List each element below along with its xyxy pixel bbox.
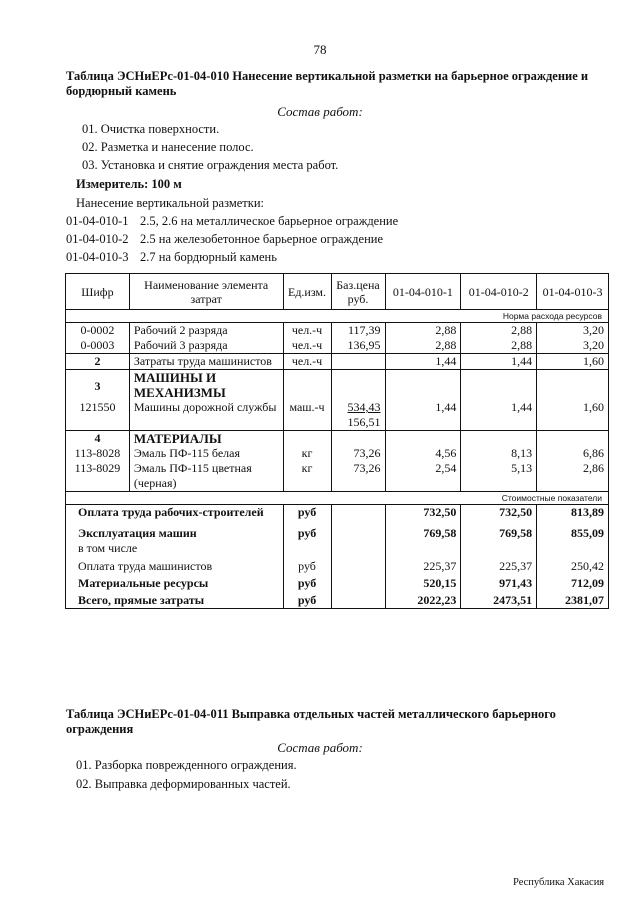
row-price-primary: 534,43 [347,400,381,414]
table2-title: Таблица ЭСНиЕРс-01-04-011 Выправка отдельных частей металлического барьерного ограждения [66,707,556,736]
cost-name: Всего, прямые затраты [66,591,284,609]
row-value-1: 1,44 [385,354,461,370]
cost-unit: руб [283,574,331,591]
row-value-1: 2,54 [385,461,461,492]
cost-value-3: 855,09 [537,520,609,541]
row-unit: чел.-ч [283,323,331,339]
section-code: 4 [66,431,130,447]
section-row [66,370,609,401]
cost-unit: руб [283,591,331,609]
cost-value-3: 2381,07 [537,591,609,609]
cost-name: Оплата труда рабочих-строителей [66,505,284,521]
row-unit: кг [283,461,331,492]
cost-value-2: 732,50 [461,505,537,521]
row-name: Рабочий 3 разряда [129,338,283,354]
row-value-2: 8,13 [461,446,537,461]
row-unit: кг [283,446,331,461]
table1-meter: Измеритель: 100 м [76,177,182,191]
cost-value-2: 769,58 [461,520,537,541]
table-row [66,446,609,461]
row-name: Рабочий 2 разряда [129,323,283,339]
cost-value-2: 225,37 [461,556,537,574]
table-row [66,323,609,339]
cost-row [66,520,609,541]
norm-label-row [66,310,609,323]
row-unit: чел.-ч [283,354,331,370]
row-code: 0-0003 [66,338,130,354]
cost-value-3: 712,09 [537,574,609,591]
cost-value-1: 520,15 [385,574,461,591]
table2-work-1: 01. Разборка поврежденного ограждения. [76,758,297,772]
row-price: 117,39 [331,323,385,339]
header-col-2: 01-04-010-2 [461,274,537,310]
header-name: Наименование элемента затрат [129,274,283,310]
item-code-3: 01-04-010-3 [66,250,129,264]
item-code-1: 01-04-010-1 [66,214,129,228]
row-code: 0-0002 [66,323,130,339]
row-name: Машины дорожной службы [129,400,283,431]
cost-value-3: 250,42 [537,556,609,574]
row-unit: маш.-ч [283,400,331,431]
table-header-row [66,274,609,310]
row-price: 73,26 [331,461,385,492]
cost-value-3: 813,89 [537,505,609,521]
table-row [66,354,609,370]
cost-value-2: 971,43 [461,574,537,591]
cost-row [66,591,609,609]
cost-value-1: 225,37 [385,556,461,574]
cost-unit: руб [283,505,331,521]
cost-name: Оплата труда машинистов [66,556,284,574]
page-number: 78 [313,42,327,57]
table-row [66,461,609,492]
cost-value-1: 769,58 [385,520,461,541]
table1-title: Таблица ЭСНиЕРс-01-04-010 Нанесение вертикальной разметки на барьерное ограждение и бордюрный камень [66,69,589,98]
table1-composition-heading: Состав работ: [277,104,363,119]
row-name: Эмаль ПФ-115 цветная (черная) [129,461,283,492]
row-price [331,400,385,431]
row-value-3: 1,60 [537,400,609,431]
row-name: Затраты труда машинистов [129,354,283,370]
cost-name: в том числе [66,541,284,556]
row-value-2: 1,44 [461,400,537,431]
footer-region: Республика Хакасия [513,877,605,888]
cost-name: Эксплуатация машин [66,520,284,541]
cost-name: Материальные ресурсы [66,574,284,591]
row-unit: чел.-ч [283,338,331,354]
row-value-3: 6,86 [537,446,609,461]
row-price: 136,95 [331,338,385,354]
cost-row [66,505,609,521]
table1-work-3: 03. Установка и снятие ограждения места работ. [82,158,339,172]
cost-row [66,556,609,574]
table2-composition-heading: Состав работ: [277,740,363,755]
cost-row [66,541,609,556]
table-row [66,338,609,354]
row-code: 121550 [66,400,130,431]
section-row [66,431,609,447]
row-value-1: 1,44 [385,400,461,431]
header-base-price: Баз.цена руб. [331,274,385,310]
header-code: Шифр [66,274,130,310]
row-value-2: 2,88 [461,323,537,339]
table1-intro: Нанесение вертикальной разметки: [76,196,264,210]
section-code: 3 [66,370,130,401]
row-price-secondary: 156,51 [347,415,381,429]
row-value-2: 2,88 [461,338,537,354]
table1-work-1: 01. Очистка поверхности. [82,122,220,136]
header-col-3: 01-04-010-3 [537,274,609,310]
cost-label-row [66,492,609,505]
cost-unit: руб [283,520,331,541]
cost-label: Стоимостные показатели [385,492,609,505]
section-title: МАШИНЫ И МЕХАНИЗМЫ [129,370,283,401]
row-value-3: 3,20 [537,323,609,339]
header-unit: Ед.изм. [283,274,331,310]
row-value-1: 4,56 [385,446,461,461]
row-price: 73,26 [331,446,385,461]
cost-value-2: 2473,51 [461,591,537,609]
row-value-3: 1,60 [537,354,609,370]
cost-value-1: 2022,23 [385,591,461,609]
row-value-1: 2,88 [385,323,461,339]
row-code: 113-8029 [66,461,130,492]
header-col-1: 01-04-010-1 [385,274,461,310]
item-desc-1: 2.5, 2.6 на металлическое барьерное ограждение [140,214,399,228]
cost-unit: руб [283,556,331,574]
table-row [66,400,609,431]
row-value-2: 5,13 [461,461,537,492]
item-desc-2: 2.5 на железобетонное барьерное ограждение [140,232,383,246]
item-code-2: 01-04-010-2 [66,232,129,246]
cost-value-1: 732,50 [385,505,461,521]
row-value-1: 2,88 [385,338,461,354]
row-value-2: 1,44 [461,354,537,370]
norm-label: Норма расхода ресурсов [385,310,609,323]
table2-work-2: 02. Выправка деформированных частей. [76,777,291,791]
section-title: МАТЕРИАЛЫ [129,431,283,447]
resource-table [65,273,609,609]
row-name: Эмаль ПФ-115 белая [129,446,283,461]
row-value-3: 2,86 [537,461,609,492]
table1-work-2: 02. Разметка и нанесение полос. [82,140,254,154]
row-code: 113-8028 [66,446,130,461]
row-code: 2 [66,354,130,370]
row-value-3: 3,20 [537,338,609,354]
item-desc-3: 2.7 на бордюрный камень [140,250,277,264]
cost-row [66,574,609,591]
